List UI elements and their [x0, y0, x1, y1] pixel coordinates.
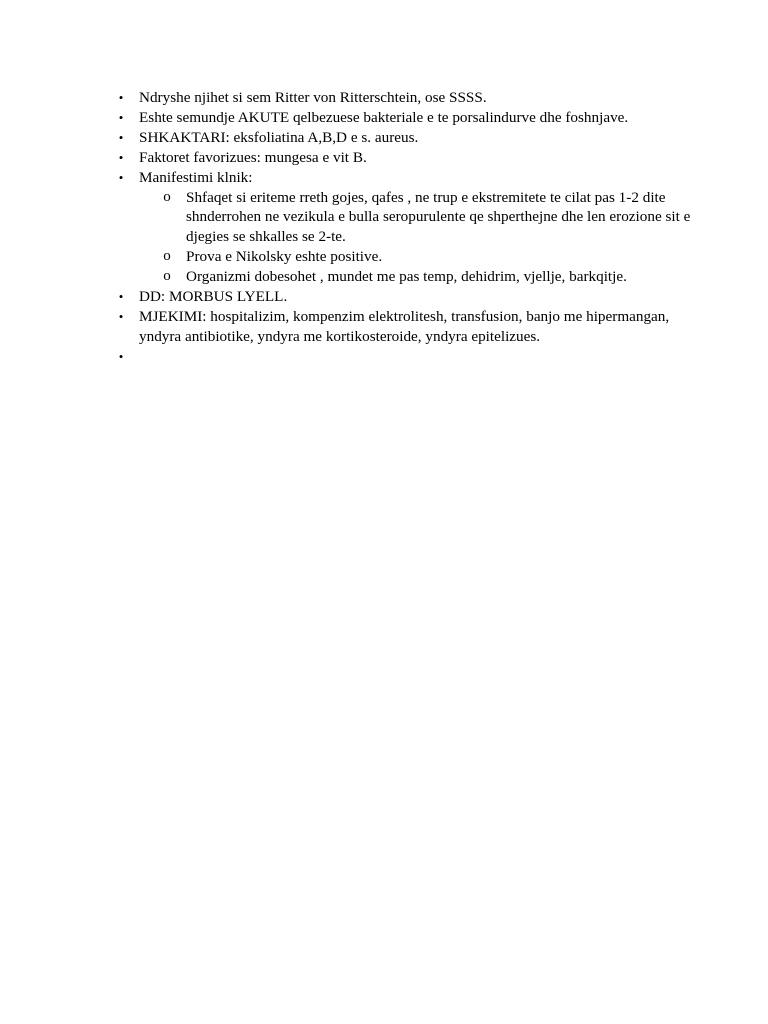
list-item-text: MJEKIMI: hospitalizim, kompenzim elektrolitesh, transfusion, banjo me hipermangan, yndyra antibiotike, yndyra me kortikosteroide, yndyra epitelizues. — [139, 307, 670, 345]
sub-list-item-text: Prova e Nikolsky eshte positive. — [186, 248, 383, 266]
list-item — [118, 168, 691, 287]
bullet-icon: • — [118, 90, 124, 105]
bullet-icon: • — [118, 109, 124, 125]
list-item-text: DD: MORBUS LYELL. — [139, 288, 288, 306]
list-item — [118, 307, 684, 347]
list-item-text — [139, 347, 684, 367]
bullet-icon: • — [118, 129, 124, 145]
list-item-text: Ndryshe njihet si sem Ritter von Ritterschtein, ose SSSS. — [139, 89, 487, 106]
circle-bullet-icon: o — [163, 268, 171, 285]
list-item — [118, 148, 684, 168]
bullet-icon: • — [118, 149, 124, 165]
circle-bullet-icon: o — [163, 248, 171, 265]
sub-list-item — [163, 267, 696, 287]
list-item-text: Eshte semundje AKUTE qelbezuese bakteriale e te porsalindurve dhe foshnjave. — [139, 108, 629, 126]
list-item — [118, 128, 684, 148]
list-item — [118, 108, 684, 128]
bullet-icon: • — [118, 308, 124, 324]
bullet-icon: • — [118, 348, 124, 364]
list-item-text: SHKAKTARI: eksfoliatina A,B,D e s. aureus. — [139, 128, 419, 146]
sub-bullet-list — [163, 188, 696, 288]
bullet-list — [118, 88, 691, 367]
list-item-text: Manifestimi klnik: — [139, 168, 253, 186]
sub-list-item-text: Shfaqet si eriteme rreth gojes, qafes , ne trup e ekstremitete te cilat pas 1-2 dite shnderrohen ne vezikula e bulla seropurulente qe shperthejne dhe len erozione sit e djegies se shkalles se 2-te. — [186, 188, 691, 246]
sub-list-item-text: Organizmi dobesohet , mundet me pas temp, dehidrim, vjellje, barkqitje. — [186, 268, 627, 286]
bullet-icon: • — [118, 169, 124, 185]
sub-list-item — [163, 188, 696, 248]
bullet-icon: • — [118, 289, 124, 305]
sub-list-item — [163, 247, 696, 267]
list-item — [118, 287, 684, 307]
list-item-text: Faktoret favorizues: mungesa e vit B. — [139, 148, 367, 166]
list-item — [118, 347, 684, 367]
list-item — [118, 88, 684, 108]
circle-bullet-icon: o — [163, 188, 171, 205]
